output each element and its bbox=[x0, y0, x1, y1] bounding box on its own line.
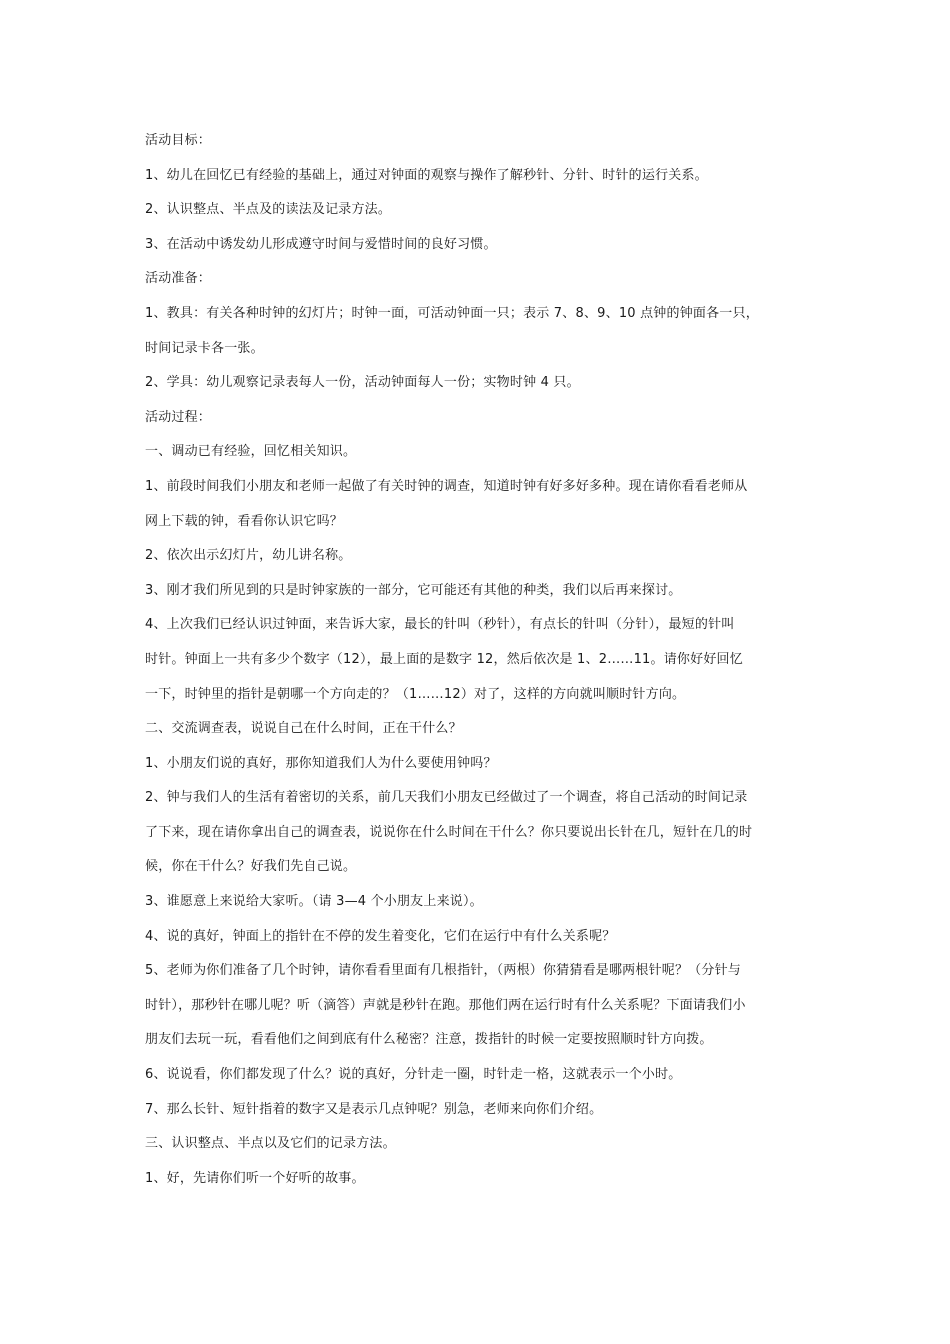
paragraph-line: 2、钟与我们人的生活有着密切的关系，前几天我们小朋友已经做过了一个调查，将自己活动的时间记录 bbox=[145, 790, 748, 806]
paragraph-line: 7、那么长针、短针指着的数字又是表示几点钟呢？别急，老师来向你们介绍。 bbox=[145, 1101, 603, 1117]
paragraph-line: 了下来，现在请你拿出自己的调查表，说说你在什么时间在干什么？你只要说出长针在几，短针在几的时 bbox=[145, 824, 753, 840]
paragraph-line: 4、说的真好，钟面上的指针在不停的发生着变化，它们在运行中有什么关系呢？ bbox=[145, 928, 616, 944]
heading-activity-process: 活动过程： bbox=[145, 409, 212, 425]
paragraph-line: 时针），那秒针在哪儿呢？听（滴答）声就是秒针在跑。那他们两在运行时有什么关系呢？下面请我们小 bbox=[145, 997, 746, 1013]
paragraph-line: 1、教具：有关各种时钟的幻灯片；时钟一面，可活动钟面一只；表示 7、8、9、10 点钟的钟面各一只， bbox=[145, 305, 759, 321]
section-heading: 一、调动已有经验，回忆相关知识。 bbox=[145, 444, 357, 460]
section-heading: 三、认识整点、半点以及它们的记录方法。 bbox=[145, 1136, 396, 1152]
paragraph-line: 时针。钟面上一共有多少个数字（12），最上面的是数字 12，然后依次是 1、2……11。请你好好回忆 bbox=[145, 651, 743, 667]
paragraph-line: 一下，时钟里的指针是朝哪一个方向走的？（1……12）对了，这样的方向就叫顺时针方向。 bbox=[145, 686, 686, 702]
paragraph-line: 6、说说看，你们都发现了什么？说的真好，分针走一圈，时针走一格，这就表示一个小时。 bbox=[145, 1067, 682, 1083]
heading-activity-goals: 活动目标： bbox=[145, 133, 212, 148]
section-heading: 二、交流调查表，说说自己在什么时间，正在干什么？ bbox=[145, 721, 462, 737]
paragraph-line: 朋友们去玩一玩，看看他们之间到底有什么秘密？注意，拨指针的时候一定要按照顺时针方向拨。 bbox=[145, 1032, 713, 1048]
paragraph-line: 3、刚才我们所见到的只是时钟家族的一部分，它可能还有其他的种类，我们以后再来探讨。 bbox=[145, 582, 682, 598]
paragraph-line: 1、好，先请你们听一个好听的故事。 bbox=[145, 1170, 365, 1186]
paragraph-line: 3、谁愿意上来说给大家听。（请 3—4 个小朋友上来说）。 bbox=[145, 894, 483, 910]
paragraph-line: 3、在活动中诱发幼儿形成遵守时间与爱惜时间的良好习惯。 bbox=[145, 236, 497, 252]
document-body bbox=[145, 124, 810, 1196]
paragraph-line: 候，你在干什么？好我们先自己说。 bbox=[145, 859, 357, 875]
paragraph-line: 网上下载的钟，看看你认识它吗？ bbox=[145, 513, 344, 529]
paragraph-line: 2、学具：幼儿观察记录表每人一份，活动钟面每人一份；实物时钟 4 只。 bbox=[145, 375, 580, 391]
paragraph-line: 1、小朋友们说的真好，那你知道我们人为什么要使用钟吗？ bbox=[145, 755, 497, 771]
paragraph-line: 4、上次我们已经认识过钟面，来告诉大家，最长的针叫（秒针），有点长的针叫（分针），最短的针叫 bbox=[145, 617, 735, 633]
paragraph-line: 2、依次出示幻灯片，幼儿讲名称。 bbox=[145, 548, 352, 564]
paragraph-line: 5、老师为你们准备了几个时钟，请你看看里面有几根指针，（两根）你猜猜看是哪两根针呢？（分针与 bbox=[145, 963, 741, 979]
paragraph-line: 1、前段时间我们小朋友和老师一起做了有关时钟的调查，知道时钟有好多好多种。现在请你看看老师从 bbox=[145, 478, 748, 494]
heading-activity-preparation: 活动准备： bbox=[145, 271, 212, 287]
paragraph-line: 1、幼儿在回忆已有经验的基础上，通过对钟面的观察与操作了解秒针、分针、时针的运行关系。 bbox=[145, 167, 708, 183]
paragraph-line: 2、认识整点、半点及的读法及记录方法。 bbox=[145, 202, 392, 218]
paragraph-line: 时间记录卡各一张。 bbox=[145, 340, 264, 356]
